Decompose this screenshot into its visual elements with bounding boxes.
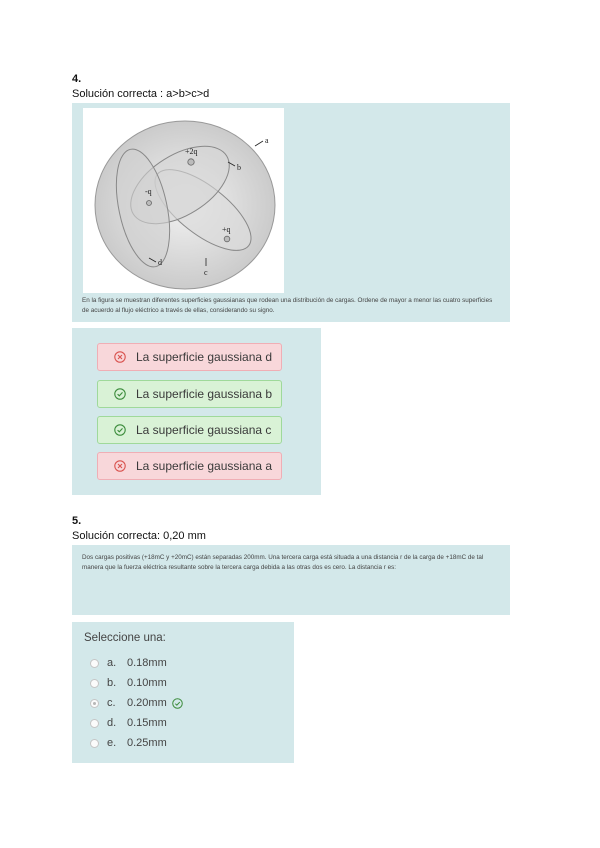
radio-button[interactable] (90, 679, 99, 688)
answer-label: La superficie gaussiana a (136, 459, 273, 473)
option-e[interactable] (90, 737, 167, 749)
charge-pos-q (224, 236, 230, 242)
select-one-label: Seleccione una: (84, 632, 166, 644)
question-4-panel (72, 103, 510, 322)
option-value: 0.10mm (127, 677, 167, 689)
answer-surface-c (97, 416, 282, 444)
question-5-panel (72, 545, 510, 615)
label-b: b (237, 163, 241, 172)
question-5-number: 5. (72, 515, 82, 527)
option-letter: d. (107, 717, 117, 729)
radio-button-selected[interactable] (90, 699, 99, 708)
option-value: 0.25mm (127, 737, 167, 749)
radio-button[interactable] (90, 719, 99, 728)
question-5-answers-panel (72, 622, 294, 763)
question-4-answers-panel (72, 328, 321, 495)
answer-label: La superficie gaussiana c (136, 423, 272, 437)
question-4-solution: Solución correcta : a>b>c>d (72, 88, 210, 100)
answer-surface-d (97, 343, 282, 371)
question-4-number: 4. (72, 73, 82, 85)
answer-label: La superficie gaussiana d (136, 350, 273, 364)
option-letter: b. (107, 677, 117, 689)
correct-icon (114, 424, 126, 436)
radio-button[interactable] (90, 739, 99, 748)
question-4-text: En la figura se muestran diferentes superficies gaussianas que rodean una distribución de cargas. Ordene de mayor a menor las cuatro superficies de acuerdo al flujo eléctrico a través de ellas, considerando su signo. (82, 297, 493, 314)
option-c[interactable] (90, 697, 183, 709)
option-d[interactable] (90, 717, 167, 729)
label-pos-q: +q (222, 225, 231, 234)
option-b[interactable] (90, 677, 167, 689)
label-neg-q: -q (145, 187, 152, 196)
radio-button[interactable] (90, 659, 99, 668)
incorrect-icon (114, 460, 126, 472)
option-value: 0.18mm (127, 657, 167, 669)
option-a[interactable] (90, 657, 167, 669)
incorrect-icon (114, 351, 126, 363)
label-c: c (204, 268, 208, 277)
option-value: 0.20mm (127, 697, 167, 709)
correct-icon (172, 698, 183, 709)
answer-surface-a (97, 452, 282, 480)
correct-icon (114, 388, 126, 400)
answer-label: La superficie gaussiana b (136, 387, 273, 401)
option-letter: c. (107, 697, 116, 709)
label-d: d (158, 258, 162, 267)
option-value: 0.15mm (127, 717, 167, 729)
charge-neg-q (147, 201, 152, 206)
label-a: a (265, 136, 269, 145)
charge-2q (188, 159, 194, 165)
question-5-text: Dos cargas positivas (+18mC y +20mC) están separadas 200mm. Una tercera carga está situada a una distancia r de la carga de +18mC de tal manera que la fuerza eléctrica resultante sobre la tercera carga debida a las otras dos es cero. La distancia r es: (82, 554, 484, 571)
option-letter: a. (107, 657, 117, 669)
label-2q: +2q (185, 147, 198, 156)
question-5-solution: Solución correcta: 0,20 mm (72, 530, 206, 542)
gaussian-surfaces-figure (83, 108, 284, 293)
option-letter: e. (107, 737, 117, 749)
answer-surface-b (97, 380, 282, 408)
